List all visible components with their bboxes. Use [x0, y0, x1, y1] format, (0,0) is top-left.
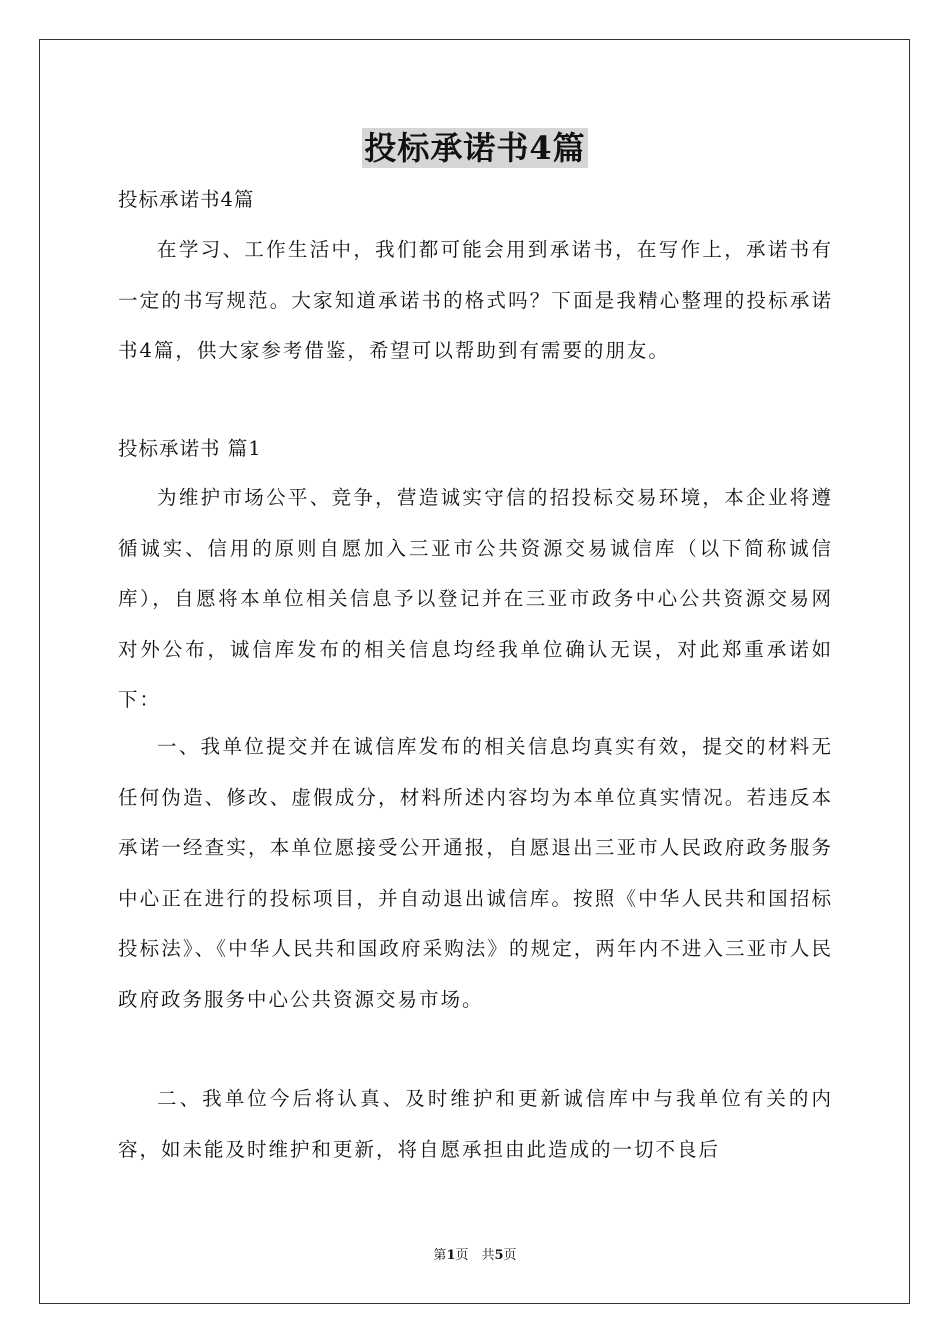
page-mid: 页 共 [455, 1248, 495, 1263]
page-prefix: 第 [433, 1248, 447, 1263]
intro-paragraph: 在学习、工作生活中，我们都可能会用到承诺书，在写作上，承诺书有一定的书写规范。大家知道承诺书的格式吗？下面是我精心整理的投标承诺书4篇，供大家参考借鉴，希望可以帮助到有需要的朋友。 [118, 238, 833, 362]
document-title: 投标承诺书4篇 [364, 129, 586, 167]
body-paragraph-2: 一、我单位提交并在诚信库发布的相关信息均真实有效，提交的材料无任何伪造、修改、虚假成分，材料所述内容均为本单位真实情况。若违反本承诺一经查实，本单位愿接受公开通报，自愿退出三亚市人民政府政务服务中心正在进行的投标项目，并自动退出诚信库。按照《中华人民共和国招标投标法》、《中华人民共和国政府采购法》的规定，两年内不进入三亚市人民政府政务服务中心公共资源交易市场。 [118, 735, 833, 1011]
body-paragraph-3: 二、我单位今后将认真、及时维护和更新诚信库中与我单位有关的内容，如未能及时维护和更新，将自愿承担由此造成的一切不良后 [118, 1087, 833, 1161]
page-suffix: 页 [503, 1248, 517, 1263]
title-container [0, 128, 950, 168]
section-heading: 投标承诺书 篇1 [118, 437, 262, 460]
page-current: 1 [446, 1248, 456, 1263]
page-footer [0, 1247, 950, 1265]
page-total: 5 [494, 1248, 504, 1263]
intro-heading: 投标承诺书4篇 [118, 188, 255, 211]
body-paragraph-1: 为维护市场公平、竞争，营造诚实守信的招投标交易环境，本企业将遵循诚实、信用的原则自愿加入三亚市公共资源交易诚信库（以下简称诚信库），自愿将本单位相关信息予以登记并在三亚市政务中心公共资源交易网对外公布，诚信库发布的相关信息均经我单位确认无误，对此郑重承诺如下： [118, 486, 833, 711]
